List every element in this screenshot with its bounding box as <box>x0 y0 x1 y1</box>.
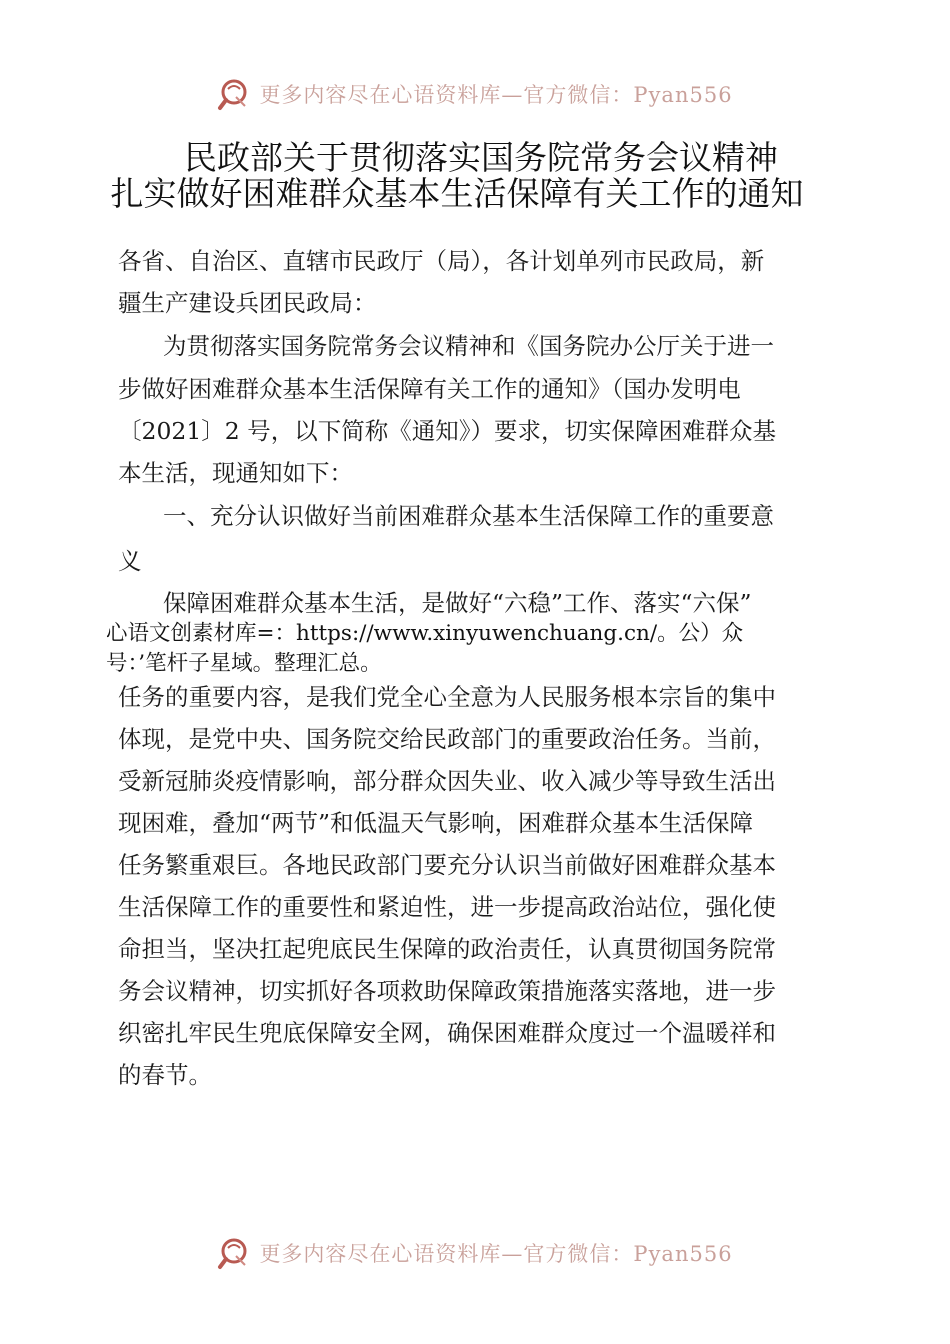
footer-banner <box>0 1231 950 1275</box>
banner-text: 更多内容尽在心语资料库—官方微信：Pyan556 <box>259 1242 733 1266</box>
salutation-line-1: 各省、自治区、直辖市民政厅（局），各计划单列市民政局，新 <box>118 247 765 275</box>
paragraph-line: 受新冠肺炎疫情影响，部分群众因失业、收入减少等导致生活出 <box>118 767 776 795</box>
intro-line-1: 为贯彻落实国务院常务会议精神和《国务院办公厅关于进一 <box>163 332 774 360</box>
paragraph-line: 务会议精神，切实抓好各项救助保障政策措施落实落地，进一步 <box>118 977 776 1005</box>
intro-line-4: 本生活，现通知如下： <box>118 459 353 487</box>
paragraph-line: 生活保障工作的重要性和紧迫性，进一步提高政治站位，强化使 <box>118 893 776 921</box>
document-title-line-1: 民政部关于贯彻落实国务院常务会议精神 <box>184 138 778 177</box>
source-note-line-2: 号：’笔杆子星域。整理汇总。 <box>106 651 382 676</box>
paragraph-line: 任务的重要内容，是我们党全心全意为人民服务根本宗旨的集中 <box>118 683 776 711</box>
paragraph-line: 织密扎牢民生兜底保障安全网，确保困难群众度过一个温暖祥和 <box>118 1019 776 1047</box>
header-banner <box>0 72 950 116</box>
section-heading-line-1: 一、充分认识做好当前困难群众基本生活保障工作的重要意 <box>163 502 774 530</box>
paragraph-line: 的春节。 <box>118 1061 212 1089</box>
paragraph-line: 体现，是党中央、国务院交给民政部门的重要政治任务。当前， <box>118 725 776 753</box>
paragraph-line: 现困难，叠加“两节”和低温天气影响，困难群众基本生活保障 <box>118 809 754 837</box>
source-note-line-1: 心语文创素材库=：https://www.xinyuwenchuang.cn/。公）众 <box>106 621 744 646</box>
banner-text: 更多内容尽在心语资料库—官方微信：Pyan556 <box>259 83 733 107</box>
salutation-line-2: 疆生产建设兵团民政局： <box>118 289 377 317</box>
intro-line-2: 步做好困难群众基本生活保障有关工作的通知》（国办发明电 <box>118 375 741 403</box>
magnifier-logo-icon <box>217 77 251 111</box>
document-title-line-2: 扎实做好困难群众基本生活保障有关工作的通知 <box>110 174 804 213</box>
paragraph-line: 保障困难群众基本生活，是做好“六稳”工作、落实“六保” <box>163 589 752 617</box>
paragraph-line: 任务繁重艰巨。各地民政部门要充分认识当前做好困难群众基本 <box>118 851 776 879</box>
section-heading-line-2: 义 <box>118 547 142 575</box>
paragraph-line: 命担当，坚决扛起兜底民生保障的政治责任，认真贯彻国务院常 <box>118 935 776 963</box>
magnifier-logo-icon <box>217 1236 251 1270</box>
intro-line-3: 〔2021〕2 号，以下简称《通知》）要求，切实保障困难群众基 <box>118 417 776 445</box>
